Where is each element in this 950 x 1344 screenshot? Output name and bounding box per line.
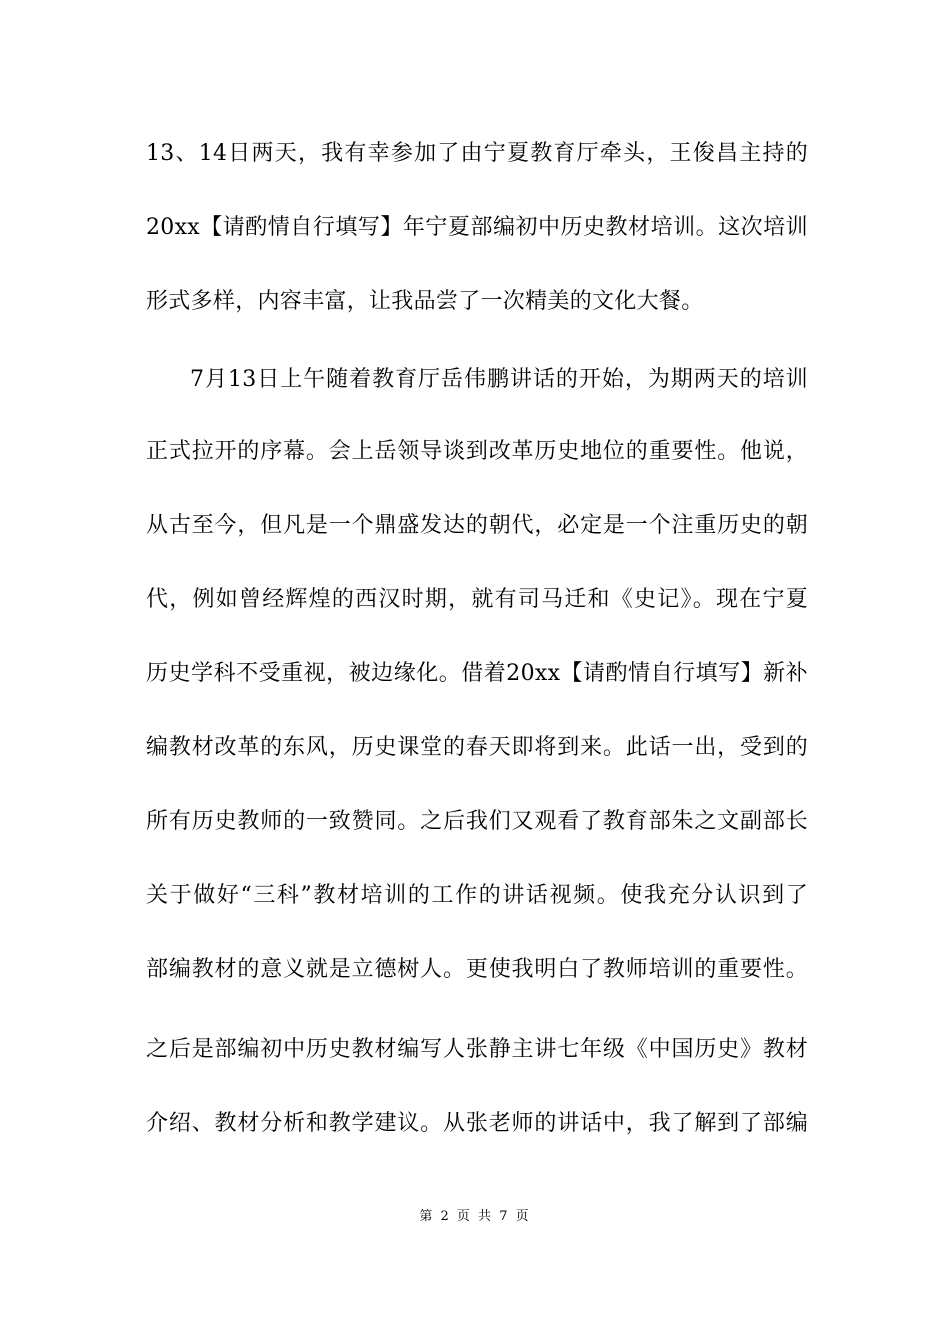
text-line-3: 形式多样，内容丰富，让我品尝了一次精美的文化大餐。 xyxy=(146,289,704,314)
text-line-5: 正式拉开的序幕。会上岳领导谈到改革历史地位的重要性。他说， xyxy=(146,439,808,464)
text-line-4: 7月13日上午随着教育厅岳伟鹏讲话的开始，为期两天的培训 xyxy=(190,367,808,392)
page-number-footer: 第 2 页 共 7 页 xyxy=(419,1209,531,1224)
text-line-1: 13、14日两天，我有幸参加了由宁夏教育厅牵头，王俊昌主持的 xyxy=(146,141,808,166)
text-line-10: 所有历史教师的一致赞同。之后我们又观看了教育部朱之文副部长 xyxy=(146,809,808,834)
text-line-2: 20xx【请酌情自行填写】年宁夏部编初中历史教材培训。这次培训 xyxy=(146,215,808,240)
text-line-8: 历史学科不受重视，被边缘化。借着20xx【请酌情自行填写】新补 xyxy=(146,661,808,686)
text-line-13: 之后是部编初中历史教材编写人张静主讲七年级《中国历史》教材 xyxy=(146,1037,808,1062)
text-line-6: 从古至今，但凡是一个鼎盛发达的朝代，必定是一个注重历史的朝 xyxy=(146,513,808,538)
text-line-9: 编教材改革的东风，历史课堂的春天即将到来。此话一出，受到的 xyxy=(146,735,808,760)
text-line-7: 代，例如曾经辉煌的西汉时期，就有司马迁和《史记》。现在宁夏 xyxy=(146,587,808,612)
text-line-12: 部编教材的意义就是立德树人。更使我明白了教师培训的重要性。 xyxy=(146,957,808,982)
text-line-11: 关于做好“三科”教材培训的工作的讲话视频。使我充分认识到了 xyxy=(146,883,808,908)
text-line-14: 介绍、教材分析和教学建议。从张老师的讲话中，我了解到了部编 xyxy=(146,1111,808,1136)
